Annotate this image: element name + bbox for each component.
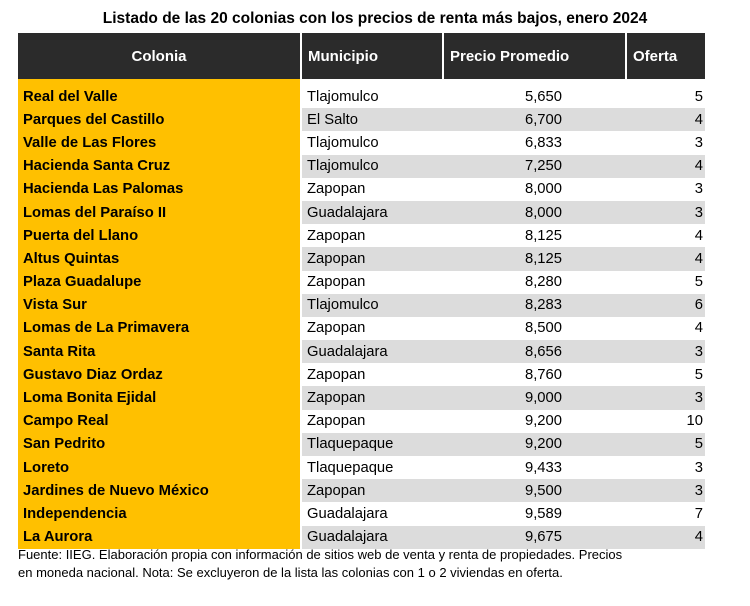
cell-colonia: Lomas del Paraíso II [18, 201, 301, 224]
cell-municipio: Tlajomulco [301, 155, 443, 178]
cell-colonia: La Aurora [18, 526, 301, 549]
cell-colonia: Hacienda Santa Cruz [18, 155, 301, 178]
cell-municipio: Zapopan [301, 317, 443, 340]
cell-municipio: Zapopan [301, 479, 443, 502]
cell-oferta: 3 [626, 386, 705, 409]
cell-precio: 8,656 [443, 340, 626, 363]
cell-precio: 7,250 [443, 155, 626, 178]
cell-municipio: Tlajomulco [301, 294, 443, 317]
cell-oferta: 3 [694, 459, 703, 476]
table-row [18, 108, 705, 131]
table-row [18, 479, 705, 502]
cell-municipio: Guadalajara [301, 526, 443, 549]
cell-colonia: Independencia [18, 502, 301, 525]
table-row [18, 155, 705, 178]
cell-municipio: Tlajomulco [301, 79, 443, 108]
cell-precio: 9,500 [443, 479, 626, 502]
cell-colonia: Jardines de Nuevo México [18, 479, 301, 502]
cell-municipio: Zapopan [301, 247, 443, 270]
cell-colonia: Gustavo Diaz Ordaz [18, 363, 301, 386]
cell-municipio: Guadalajara [301, 340, 443, 363]
table-title: Listado de las 20 colonias con los precios de renta más bajos, enero 2024 [102, 10, 648, 27]
cell-municipio: Tlajomulco [301, 131, 443, 154]
cell-municipio: Zapopan [301, 178, 443, 201]
cell-municipio: Zapopan [301, 271, 443, 294]
table-row [18, 178, 705, 201]
cell-precio: 9,675 [443, 526, 626, 549]
cell-colonia: Hacienda Las Palomas [18, 178, 301, 201]
cell-colonia: Vista Sur [18, 294, 301, 317]
cell-precio: 8,000 [524, 181, 562, 198]
cell-colonia: Plaza Guadalupe [18, 271, 301, 294]
source-note-line-2: en moneda nacional. Nota: Se excluyeron de la lista las colonias con 1 o 2 viviendas en oferta. [18, 565, 563, 580]
cell-municipio: Zapopan [301, 224, 443, 247]
cell-oferta: 4 [626, 247, 705, 270]
source-note [18, 546, 738, 582]
cell-colonia: Campo Real [18, 410, 301, 433]
cell-colonia: Parques del Castillo [18, 108, 301, 131]
cell-oferta: 5 [626, 433, 705, 456]
cell-oferta: 4 [694, 227, 703, 244]
table-row [18, 131, 705, 154]
cell-precio: 8,283 [443, 294, 626, 317]
cell-colonia: Lomas de La Primavera [18, 317, 301, 340]
cell-precio: 8,760 [524, 366, 562, 383]
cell-oferta: 4 [694, 320, 703, 337]
cell-colonia: Loma Bonita Ejidal [18, 386, 301, 409]
cell-colonia: Puerta del Llano [18, 224, 301, 247]
cell-oferta: 3 [694, 181, 703, 198]
cell-oferta: 5 [694, 274, 703, 291]
cell-oferta: 3 [694, 134, 703, 151]
table-row [18, 79, 705, 108]
header-oferta: Oferta [626, 33, 705, 79]
header-row [18, 33, 705, 79]
cell-oferta: 3 [626, 201, 705, 224]
cell-oferta: 4 [626, 108, 705, 131]
table-row [18, 224, 705, 247]
cell-municipio: Tlaquepaque [301, 433, 443, 456]
table-row [18, 363, 705, 386]
cell-municipio: Tlaquepaque [301, 456, 443, 479]
cell-precio: 5,650 [524, 88, 562, 105]
header-municipio: Municipio [301, 33, 443, 79]
table-row [18, 247, 705, 270]
cell-oferta: 5 [694, 366, 703, 383]
table-row [18, 201, 705, 224]
cell-precio: 9,589 [524, 505, 562, 522]
cell-precio: 9,200 [443, 433, 626, 456]
cell-municipio: Guadalajara [301, 201, 443, 224]
cell-colonia: Altus Quintas [18, 247, 301, 270]
cell-oferta: 7 [694, 505, 703, 522]
cell-precio: 6,700 [443, 108, 626, 131]
cell-precio: 8,500 [524, 320, 562, 337]
table-row [18, 317, 705, 340]
header-precio: Precio Promedio [443, 33, 626, 79]
cell-precio: 9,200 [524, 413, 562, 430]
cell-oferta: 10 [686, 413, 703, 430]
cell-colonia: Valle de Las Flores [18, 131, 301, 154]
cell-precio: 8,000 [443, 201, 626, 224]
cell-oferta: 4 [626, 526, 705, 549]
cell-municipio: Zapopan [301, 410, 443, 433]
cell-municipio: Zapopan [301, 363, 443, 386]
cell-precio: 8,125 [443, 247, 626, 270]
cell-oferta: 5 [694, 88, 703, 105]
table-row [18, 410, 705, 433]
cell-oferta: 4 [626, 155, 705, 178]
header-colonia: Colonia [18, 33, 301, 79]
source-note-line-1: Fuente: IIEG. Elaboración propia con información de sitios web de venta y renta de propiedades. Precios [18, 547, 623, 562]
cell-oferta: 6 [626, 294, 705, 317]
cell-oferta: 3 [626, 479, 705, 502]
cell-colonia: Santa Rita [18, 340, 301, 363]
table-row [18, 294, 705, 317]
cell-colonia: Real del Valle [18, 79, 301, 108]
cell-precio: 8,280 [524, 274, 562, 291]
cell-colonia: San Pedrito [18, 433, 301, 456]
cell-precio: 9,000 [443, 386, 626, 409]
cell-municipio: Zapopan [301, 386, 443, 409]
cell-precio: 9,433 [524, 459, 562, 476]
table-row [18, 271, 705, 294]
table-row [18, 340, 705, 363]
table-row [18, 386, 705, 409]
cell-colonia: Loreto [18, 456, 301, 479]
cell-oferta: 3 [626, 340, 705, 363]
cell-precio: 8,125 [524, 227, 562, 244]
table-row [18, 456, 705, 479]
table-row [18, 433, 705, 456]
cell-precio: 6,833 [524, 134, 562, 151]
table-row [18, 502, 705, 525]
cell-municipio: Guadalajara [301, 502, 443, 525]
cell-municipio: El Salto [301, 108, 443, 131]
rent-table [18, 33, 705, 549]
